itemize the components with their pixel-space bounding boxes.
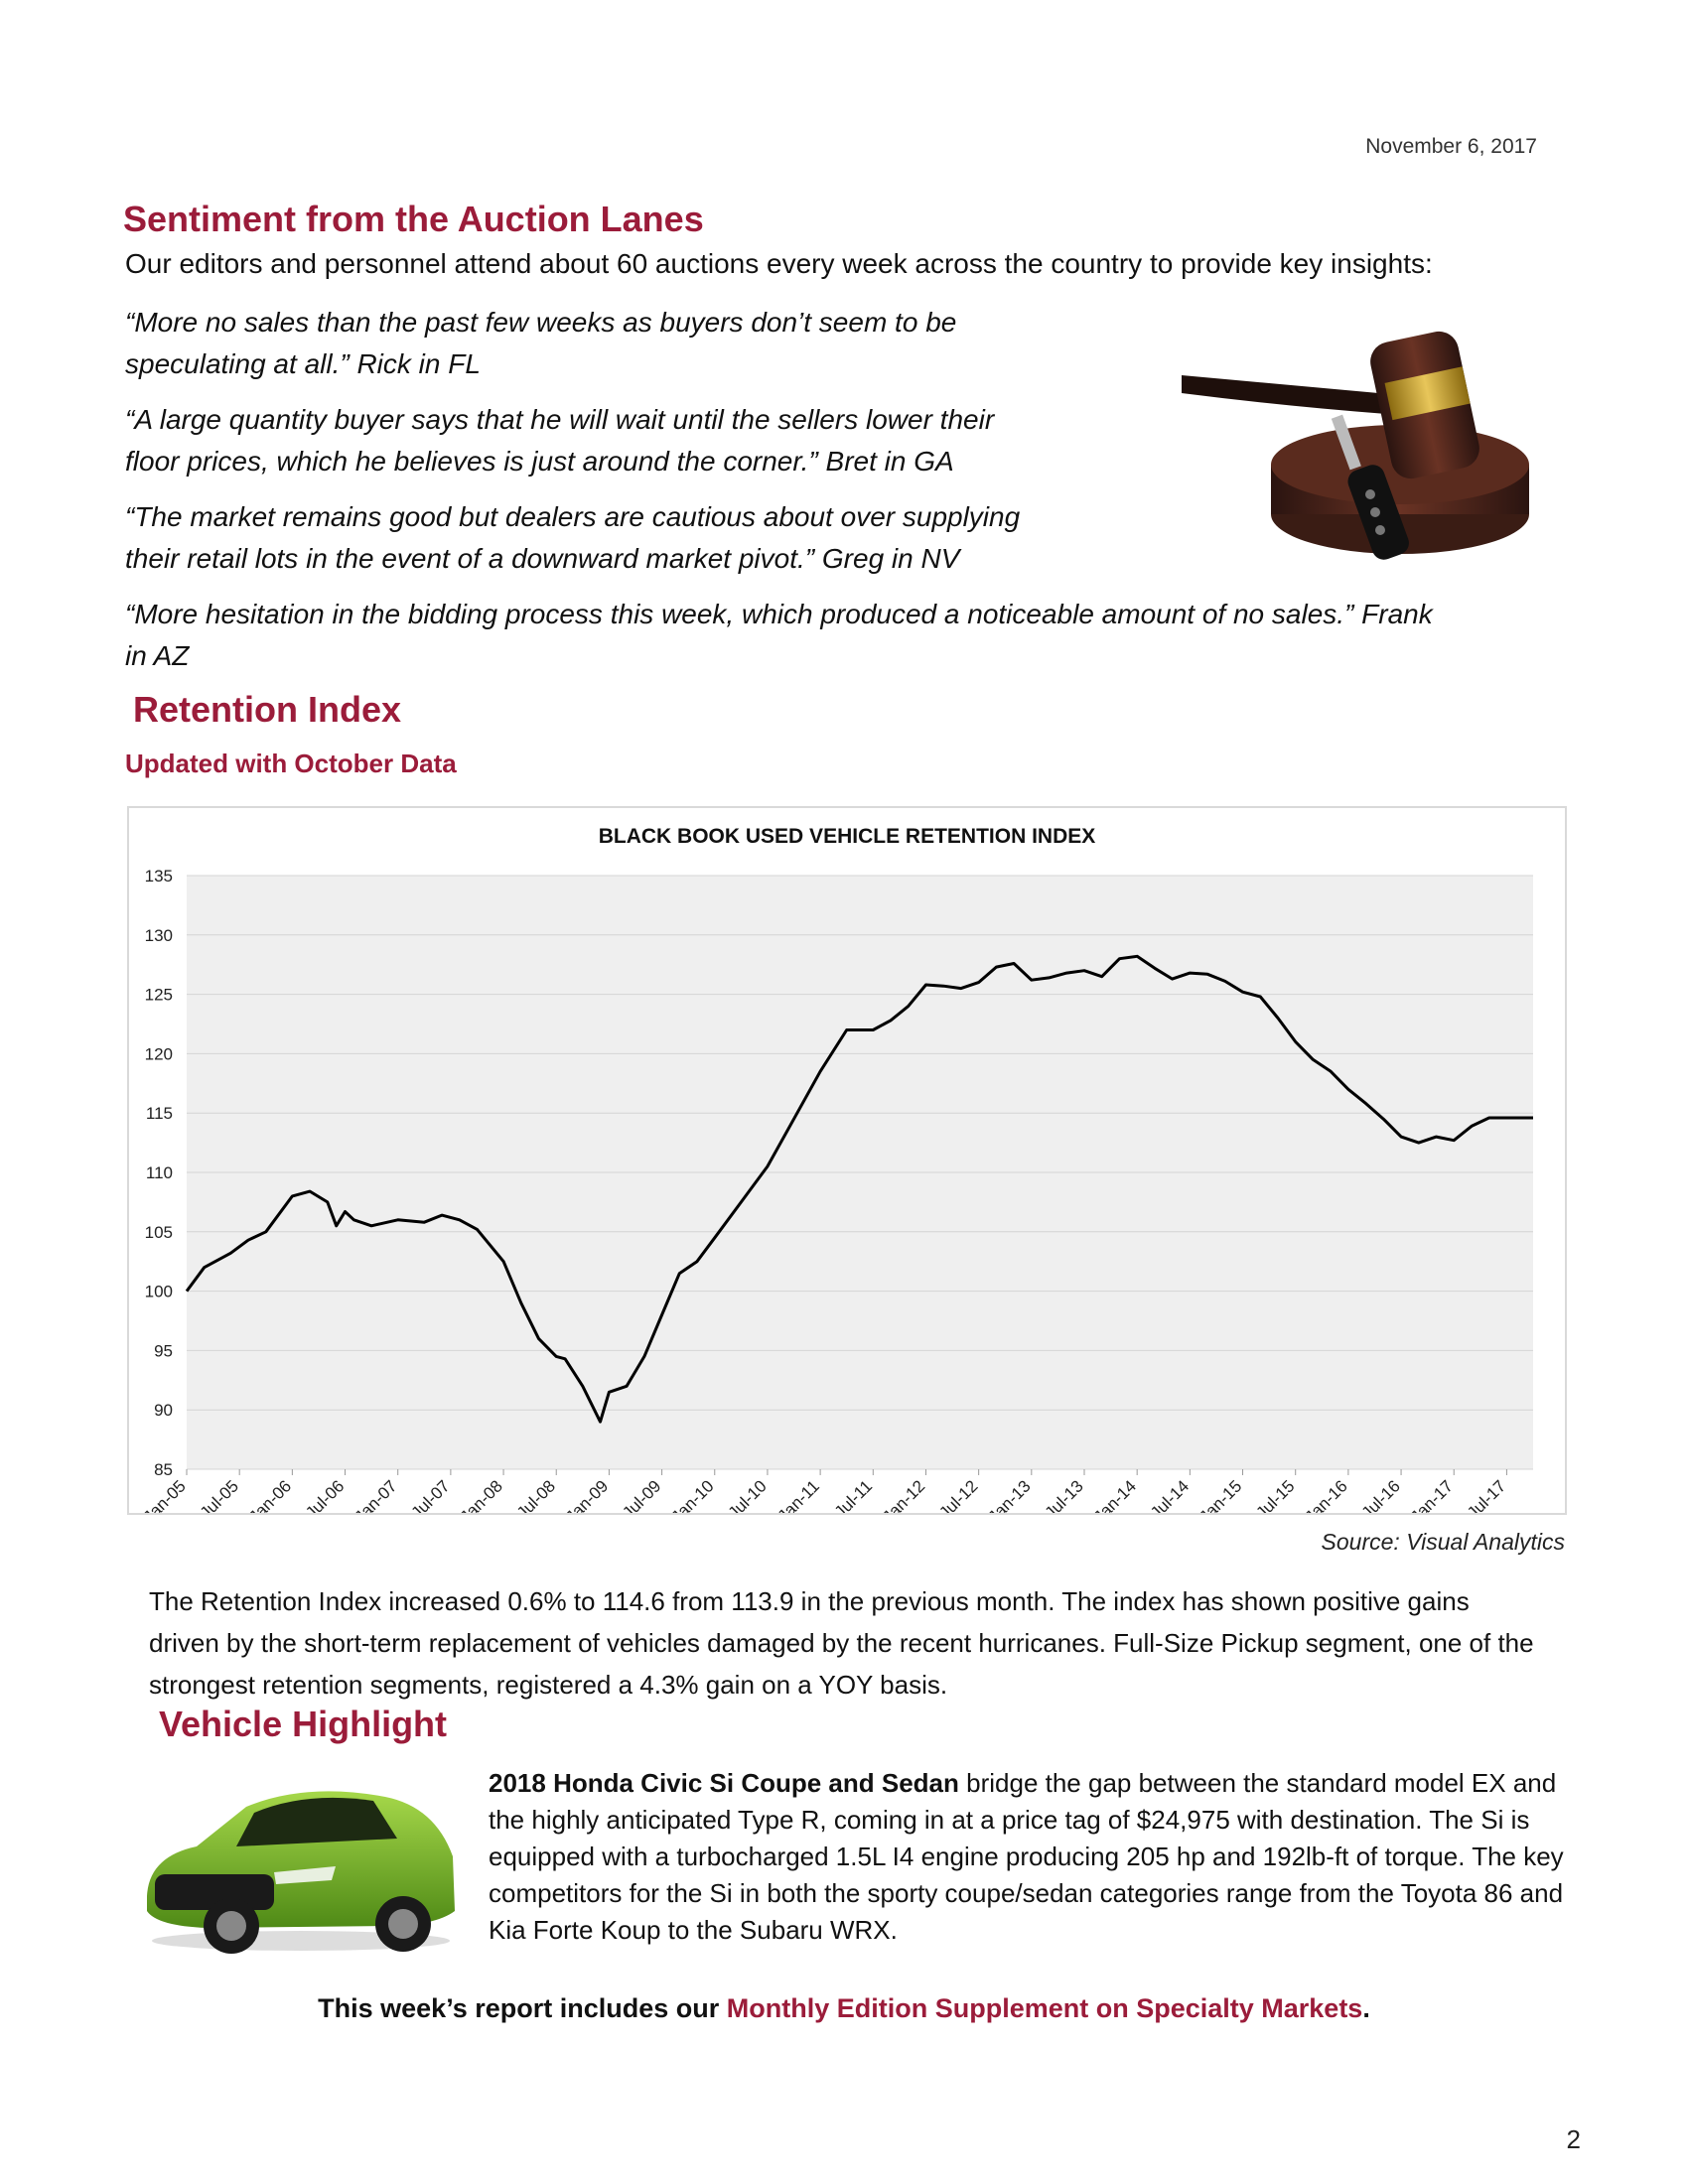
x-tick-label: Jan-09 (562, 1476, 613, 1513)
vehicle-highlight-title: Vehicle Highlight (159, 1704, 448, 1744)
x-tick-label: Jan-10 (667, 1476, 718, 1513)
x-tick-label: Jul-10 (724, 1476, 771, 1513)
x-tick-label: Jul-07 (407, 1476, 454, 1513)
quote-2-line2: floor prices, which he believes is just around the corner.” Bret in GA (125, 446, 954, 477)
x-tick-label: Jan-16 (1301, 1476, 1351, 1513)
x-tick-label: Jul-17 (1464, 1476, 1510, 1513)
chart-source: Source: Visual Analytics (1321, 1529, 1565, 1555)
page-number: 2 (1566, 2124, 1581, 2154)
y-tick-label: 115 (145, 1104, 173, 1124)
quote-1 (125, 302, 956, 385)
vehicle-description-text: bridge the gap between the standard model EX and the highly anticipated Type R, coming in at a price tag of $24,975 with destination. The Si is equipped with a turbocharged 1.5L I4 engine producing 205 hp and 192lb-ft of torque. The key competitors for the Si in both the sporty coupe/sedan categories range from the Toyota 86 and Kia Forte Koup to the Subaru WRX. (489, 1768, 1564, 1945)
retention-subtitle: Updated with October Data (125, 749, 457, 778)
y-tick-label: 95 (154, 1341, 173, 1361)
x-tick-label: Jan-08 (456, 1476, 506, 1513)
x-tick-label: Jan-15 (1196, 1476, 1246, 1513)
footer-note (0, 1993, 1688, 2024)
x-tick-label: Jan-13 (984, 1476, 1035, 1513)
x-tick-label: Jan-17 (1406, 1476, 1458, 1513)
quote-3 (125, 496, 1020, 580)
y-tick-label: 135 (144, 867, 173, 886)
x-tick-label: Jan-07 (351, 1476, 401, 1513)
supplement-link[interactable]: Monthly Edition Supplement on Specialty Markets (726, 1993, 1363, 2023)
x-tick-label: Jul-15 (1252, 1476, 1299, 1513)
quote-1-line1: “More no sales than the past few weeks as buyers don’t seem to be (125, 307, 957, 338)
quote-1-line2: speculating at all.” Rick in FL (125, 348, 481, 379)
x-tick-label: Jan-05 (139, 1476, 190, 1513)
x-tick-label: Jul-13 (1041, 1476, 1087, 1513)
x-tick-label: Jul-08 (512, 1476, 560, 1513)
x-tick-label: Jul-12 (935, 1476, 982, 1513)
x-tick-label: Jan-12 (879, 1476, 929, 1513)
y-tick-label: 120 (144, 1044, 173, 1064)
retention-title: Retention Index (133, 689, 402, 730)
sentiment-title: Sentiment from the Auction Lanes (123, 199, 704, 239)
y-tick-label: 105 (144, 1222, 173, 1242)
quote-3-line2: their retail lots in the event of a downward market pivot.” Greg in NV (125, 543, 960, 574)
y-tick-label: 100 (144, 1282, 173, 1301)
x-tick-label: Jan-06 (244, 1476, 296, 1513)
y-tick-label: 85 (154, 1460, 173, 1479)
report-date: November 6, 2017 (1365, 135, 1537, 158)
x-tick-label: Jul-09 (619, 1476, 665, 1513)
x-tick-label: Jan-14 (1089, 1476, 1141, 1513)
y-tick-label: 110 (145, 1163, 173, 1182)
retention-chart (127, 806, 1567, 1515)
quote-4-line2: in AZ (125, 640, 190, 671)
x-tick-label: Jul-16 (1357, 1476, 1404, 1513)
footer-prefix: This week’s report includes our (318, 1993, 727, 2023)
sentiment-intro: Our editors and personnel attend about 60 auctions every week across the country to provide key insights: (125, 248, 1433, 279)
x-tick-label: Jul-11 (830, 1476, 877, 1513)
quote-4-line1: “More hesitation in the bidding process this week, which produced a noticeable amount of no sales.” Frank (125, 599, 1433, 629)
x-tick-label: Jul-05 (196, 1476, 243, 1513)
x-tick-label: Jan-11 (774, 1476, 823, 1513)
x-tick-label: Jul-06 (302, 1476, 349, 1513)
retention-paragraph: The Retention Index increased 0.6% to 114.6 from 113.9 in the previous month. The index has shown positive gains driven by the short-term replacement of vehicles damaged by the recent hurricanes. Full-Size Pickup segment, one of the strongest retention segments, registered a 4.3% gain on a YOY basis. (149, 1586, 1534, 1700)
vehicle-description (489, 1765, 1581, 1949)
green-car-icon (137, 1777, 461, 1956)
quote-4 (125, 594, 1433, 677)
retention-chart-svg (129, 808, 1565, 1513)
vehicle-model: 2018 Honda Civic Si Coupe and Sedan (489, 1768, 959, 1798)
chart-title: BLACK BOOK USED VEHICLE RETENTION INDEX (598, 825, 1096, 848)
quote-2 (125, 399, 994, 482)
y-tick-label: 125 (144, 985, 173, 1005)
footer-suffix: . (1362, 1993, 1370, 2023)
x-tick-label: Jul-14 (1146, 1476, 1194, 1513)
y-tick-label: 130 (144, 925, 173, 945)
y-tick-label: 90 (154, 1401, 173, 1421)
quote-2-line1: “A large quantity buyer says that he will wait until the sellers lower their (125, 404, 995, 435)
gavel-with-car-key-icon (1172, 316, 1569, 592)
quote-3-line1: “The market remains good but dealers are cautious about over supplying (125, 501, 1021, 532)
